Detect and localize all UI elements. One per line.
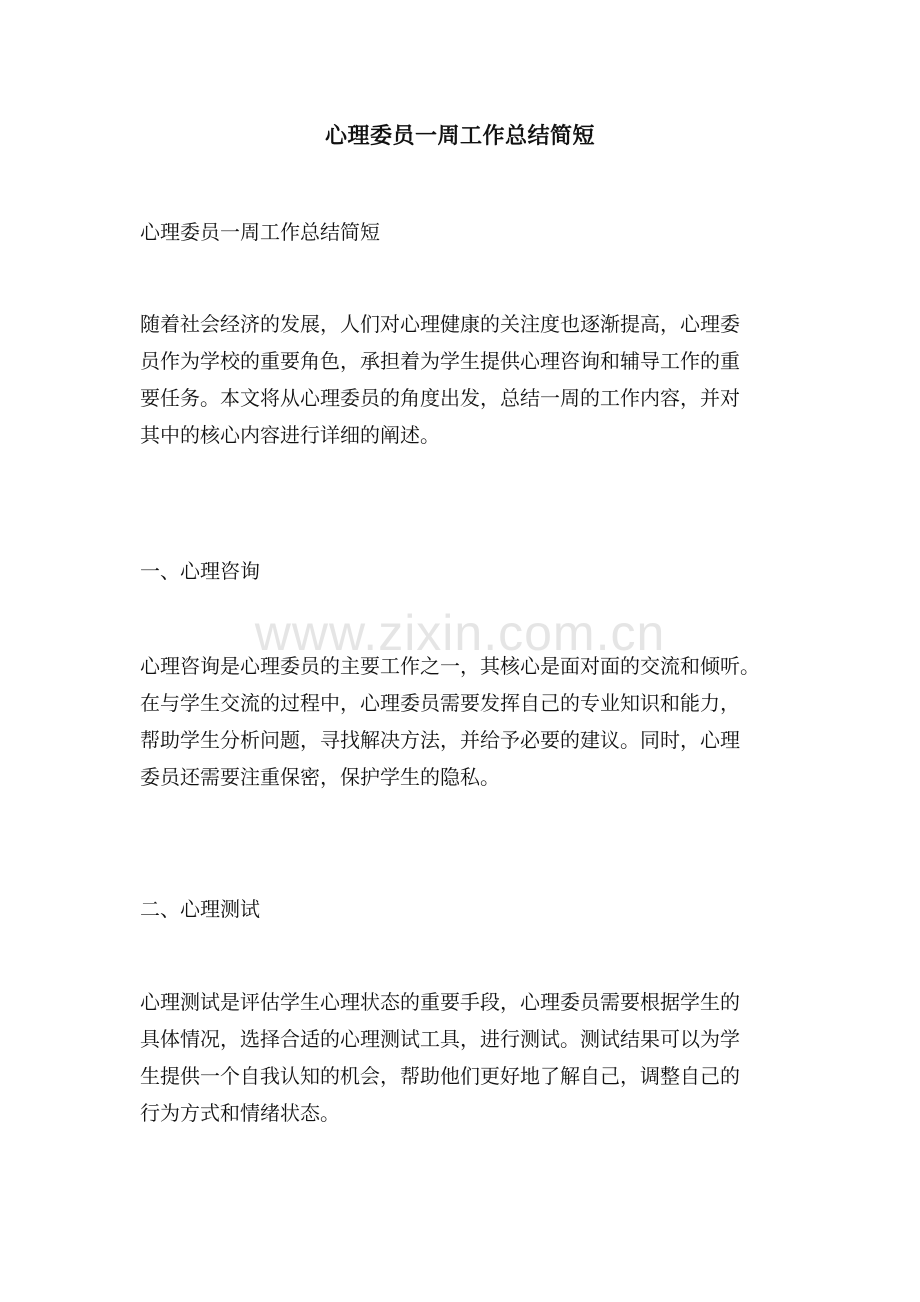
paragraph-line: 要任务。本文将从心理委员的角度出发，总结一周的工作内容，并对 [140,386,740,410]
paragraph-line: 心理咨询是心理委员的主要工作之一，其核心是面对面的交流和倾听。 [140,654,760,678]
section-heading-testing: 二、心理测试 [140,897,260,921]
paragraph-line: 委员还需要注重保密，保护学生的隐私。 [140,765,500,789]
testing-paragraph [140,984,800,1132]
paragraph-line: 其中的核心内容进行详细的阐述。 [140,423,440,447]
paragraph-line: 随着社会经济的发展，人们对心理健康的关注度也逐渐提高，心理委 [140,312,740,336]
paragraph-line: 在与学生交流的过程中，心理委员需要发挥自己的专业知识和能力， [140,691,740,715]
paragraph-line: 生提供一个自我认知的机会，帮助他们更好地了解自己，调整自己的 [140,1064,740,1088]
document-subtitle: 心理委员一周工作总结简短 [140,220,380,244]
paragraph-line: 员作为学校的重要角色，承担着为学生提供心理咨询和辅导工作的重 [140,349,740,373]
paragraph-line: 帮助学生分析问题，寻找解决方法，并给予必要的建议。同时，心理 [140,728,740,752]
paragraph-line: 心理测试是评估学生心理状态的重要手段，心理委员需要根据学生的 [140,990,740,1014]
section-heading-counseling: 一、心理咨询 [140,559,260,583]
intro-paragraph [140,306,800,454]
watermark: www.zixin.com.cn [254,605,666,661]
paragraph-line: 行为方式和情绪状态。 [140,1101,340,1125]
counseling-paragraph [140,648,800,796]
document-title: 心理委员一周工作总结简短 [324,123,595,149]
paragraph-line: 具体情况，选择合适的心理测试工具，进行测试。测试结果可以为学 [140,1027,740,1051]
